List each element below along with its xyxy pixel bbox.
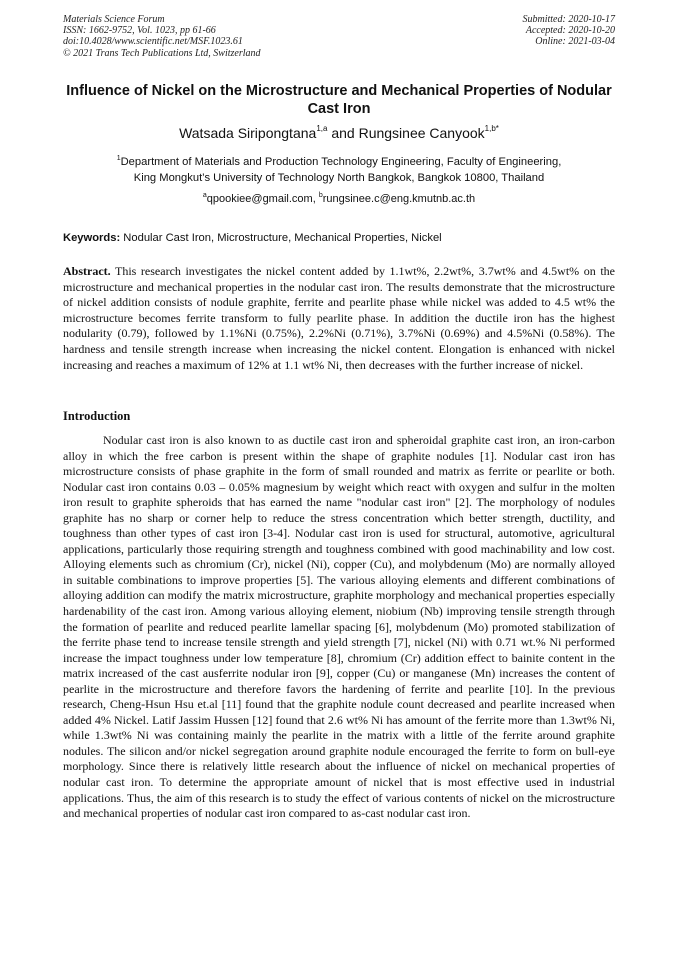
author-affiliation-mark: 1,b* (484, 124, 499, 133)
journal-name: Materials Science Forum (63, 14, 165, 25)
accepted-date: Accepted: 2020-10-20 (525, 25, 615, 37)
keywords (63, 231, 623, 245)
affiliation-line: King Mongkut’s University of Technology North Bangkok, Bangkok 10800, Thailand (133, 172, 545, 184)
email-address[interactable]: qpookiee@gmail.com, (206, 193, 319, 205)
journal-header-right (523, 14, 616, 48)
email-mark: b (318, 192, 323, 199)
submitted-date: Submitted: 2020-10-17 (522, 14, 615, 25)
abstract-label: Abstract. (63, 264, 111, 278)
email-address[interactable]: rungsinee.c@eng.kmutnb.ac.th (322, 193, 476, 205)
email-mark: a (202, 192, 207, 199)
paper-title: Influence of Nickel on the Microstructure and Mechanical Properties of Nodular Cast Iron (66, 83, 612, 117)
author-name: Rungsinee Canyook (358, 125, 485, 141)
abstract (63, 264, 615, 373)
affiliation-mark: 1 (116, 155, 121, 162)
journal-header-left (63, 14, 261, 59)
author-list (63, 124, 615, 142)
journal-doi[interactable]: doi:10.4028/www.scientific.net/MSF.1023.61 (63, 36, 243, 48)
section-heading-introduction: Introduction (63, 409, 131, 423)
abstract-text: This research investigates the nickel content added by 1.1wt%, 2.2wt%, 3.7wt% and 4.5wt% on the microstructure and mechanical properties in the nodular cast iron. The results demonstrate that the microstructure of nickel addition consists of nodule graphite, ferrite and pearlite phase while nickel was added to 4.5 wt% the microstructure becomes ferrite transform to fully pearlite phase. In addition the ductile iron has the highest nodularity (0.79), followed by 1.1%Ni (0.75%), 2.2%Ni (0.71%), 3.7%Ni (0.69%) and 4.5%Ni (0.58%). The hardness and tensile strength increase when increasing the nickel content. Elongation is enhanced with nickel increasing and reaches a maximum of 12% at 1.1 wt% Ni, then decreases with the further increase of nickel. (63, 264, 615, 372)
journal-copyright: © 2021 Trans Tech Publications Ltd, Switzerland (63, 47, 261, 59)
affiliation-line: Department of Materials and Production Technology Engineering, Faculty of Engineering, (120, 156, 562, 168)
keywords-text: Nodular Cast Iron, Microstructure, Mechanical Properties, Nickel (120, 232, 442, 244)
author-name: Watsada Siripongtana (179, 125, 317, 141)
keywords-label: Keywords: (63, 232, 121, 244)
introduction-paragraph: Nodular cast iron is also known to as ductile cast iron and spheroidal graphite cast iron, an iron-carbon alloy in which the free carbon is present within the shape of graphite nodules [1]. Nodular cast iron has microstructure consists of phase graphite in the form of small rounded and matrix as ferrite or pearlite or both. Nodular cast iron contains 0.03 – 0.05% magnesium by weight which react with oxygen and sulfur in the molten iron result to graphite spheroids that has earned the name "nodular cast iron" [2]. The morphology of nodules graphite has no sharp or corner help to reduce the stress concentration which better strength, ductility, and toughness than other types of cast iron [3-4]. Nodular cast iron is used for structural, automotive, agricultural applications, particularly those requiring strength and toughness combined with good machinability and low cost. Alloying elements such as chromium (Cr), nickel (Ni), copper (Cu), and molybdenum (Mo) are normally alloyed in suitable combinations to improve properties [5]. The various alloying elements and different combinations of alloying addition can modify the matrix microstructure, graphite morphology and mechanical properties especially hardenability of the cast iron. Among various alloying element, niobium (Nb) improving tensile strength through the formation of pearlite and reduced pearlite lamellar spacing [6], molybdenum (Mo) promoted stabilization of the ferrite phase tend to increase tensile strength and yield strength [7], nickel (Ni) with 0.71 wt.% Ni performed increase the impact toughness under low temperature [8], chromium (Cr) addition effect to bainite content in the matrix increased of the cast ausferrite nodular iron [9], copper (Cu) or manganese (Mn) increases the content of pearlite in the microstructure and therefore favors the hardening of ferrite and pearlite [10]. In the previous research, Cheng-Hsun Hsu et.al [11] found that the graphite nodule count decreased and pearlite increased when added 4% Nickel. Latif Jassim Hussen [12] found that 2.6 wt% Ni has amount of the ferrite more than 1.3wt% Ni, while 1.3wt% Ni was containing mainly the pearlite in the matrix with a little of the ferrite around graphite nodules. The silicon and/or nickel segregation around graphite nodule encouraged the ferrite to form on bull-eye morphology. Since there is relatively little research about the influence of nickel on mechanical properties of nodular cast iron. To determine the appropriate amount of nickel that is most effective used in industrial applications. Thus, the aim of this research is to study the effect of various contents of nickel on the microstructure and mechanical properties of nodular cast iron compared to as-cast nodular cast iron. (63, 433, 615, 821)
affiliation (63, 154, 615, 186)
online-date: Online: 2021-03-04 (535, 36, 615, 48)
author-affiliation-mark: 1,a (316, 124, 328, 133)
author-conjunction: and (331, 125, 355, 141)
journal-issn: ISSN: 1662-9752, Vol. 1023, pp 61-66 (63, 25, 216, 37)
author-emails (63, 192, 615, 206)
